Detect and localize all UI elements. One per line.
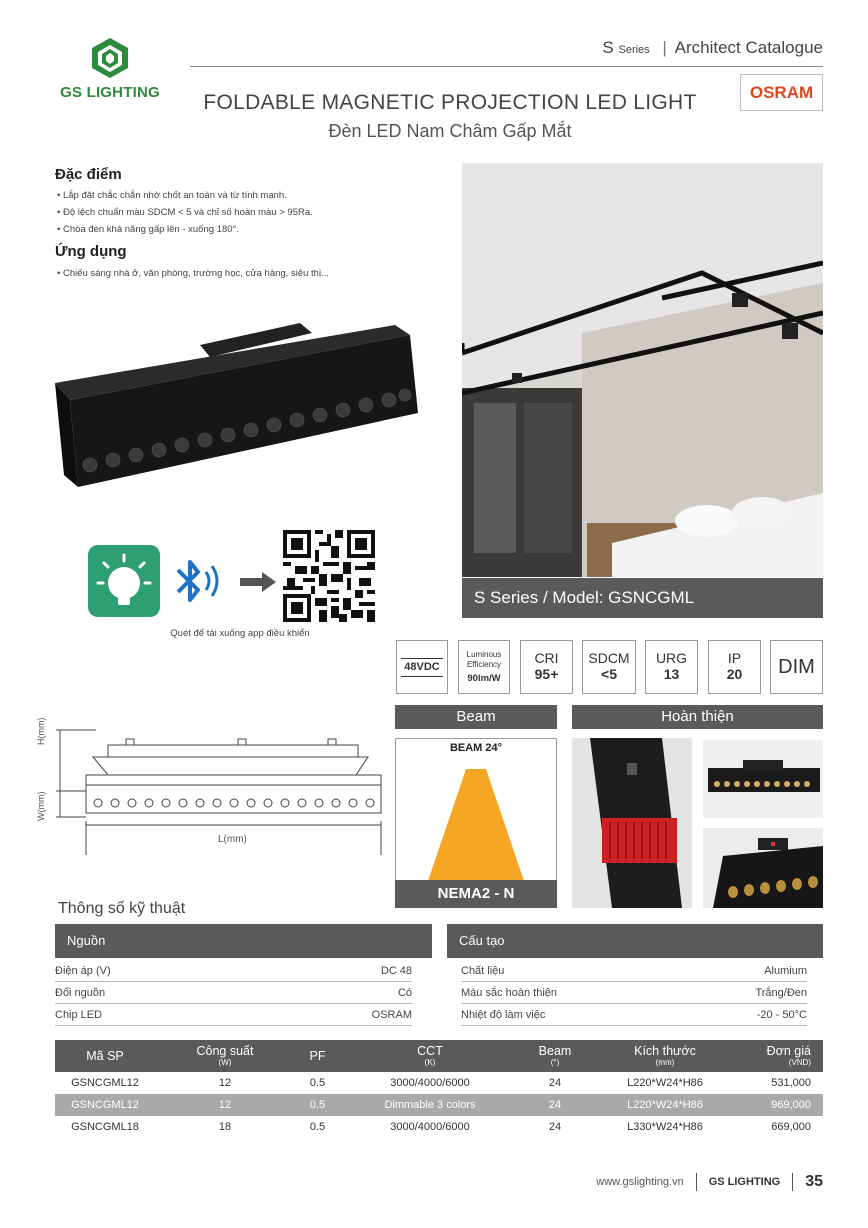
col-header: Beam (°) <box>520 1040 590 1072</box>
cri-label: CRI <box>534 650 559 666</box>
logo-text: GS LIGHTING <box>60 84 160 101</box>
catalogue-label: Architect Catalogue <box>674 38 823 57</box>
l-dim-label: L(mm) <box>218 834 247 845</box>
nema-label: NEMA2 - N <box>395 880 557 908</box>
voltage-value: 48VDC <box>401 658 443 677</box>
beam-heading: Beam <box>395 705 557 729</box>
table-row: GSNCGML12 12 0.5 3000/4000/6000 24 L220*W24*H86 531,000 <box>71 1077 811 1089</box>
footer-divider <box>792 1173 793 1191</box>
footer-divider <box>696 1173 697 1191</box>
spec-row: Chip LED OSRAM <box>55 1004 412 1026</box>
finish-photo-detail <box>572 738 692 908</box>
cube-logo-icon <box>88 36 132 80</box>
footer <box>596 1173 823 1191</box>
footer-url[interactable]: www.gslighting.vn <box>596 1176 684 1188</box>
finish-heading: Hoàn thiện <box>572 705 823 729</box>
col-header: CCT (K) <box>340 1040 520 1072</box>
dim-label: DIM <box>778 656 815 678</box>
finish-photo-angle <box>703 828 823 908</box>
spec-row: Điện áp (V) DC 48 <box>55 960 412 982</box>
efficiency-label-1: Luminous <box>466 650 502 659</box>
feature-item: • Chóa đèn khả năng gấp lên - xuống 180°. <box>57 224 239 235</box>
table-row: GSNCGML18 18 0.5 3000/4000/6000 24 L330*W24*H86 669,000 <box>71 1121 811 1133</box>
features-heading: Đặc điểm <box>55 166 122 183</box>
efficiency-label-2: Efficiency <box>466 660 502 669</box>
application-item: • Chiếu sáng nhà ở, văn phòng, trường học, cửa hàng, siêu thị... <box>57 268 329 279</box>
urg-value: 13 <box>663 666 680 682</box>
spec-row: Đổi nguồn Có <box>55 982 412 1004</box>
efficiency-badge <box>458 640 510 694</box>
model-bar: S Series / Model: GSNCGML <box>462 578 823 618</box>
col-header: Đơn giá (VND) <box>740 1040 823 1072</box>
room-photo <box>462 163 823 577</box>
tech-spec-title: Thông số kỹ thuật <box>58 900 186 917</box>
h-dim-label: H(mm) <box>36 717 46 745</box>
dim-badge <box>770 640 823 694</box>
ip-value: 20 <box>726 666 743 682</box>
scan-caption: Quét để tải xuống app điều khiển <box>170 628 310 639</box>
feature-item: • Độ lệch chuẩn màu SDCM < 5 và chỉ số hoàn màu > 95Ra. <box>57 207 313 218</box>
sdcm-label: SDCM <box>588 650 630 666</box>
osram-logo: OSRAM <box>740 74 823 111</box>
bluetooth-icon <box>168 552 228 612</box>
spec-row: Màu sắc hoàn thiện Trắng/Đen <box>461 982 807 1004</box>
page-title: FOLDABLE MAGNETIC PROJECTION LED LIGHT <box>203 91 697 114</box>
ip-badge <box>708 640 761 694</box>
qr-code[interactable] <box>283 530 375 622</box>
sdcm-value: <5 <box>601 666 617 682</box>
power-heading: Nguồn <box>55 924 432 958</box>
header-divider <box>190 66 823 67</box>
spec-row: Nhiệt độ làm việc -20 - 50°C <box>461 1004 807 1026</box>
series-prefix: S <box>602 38 614 57</box>
page-subtitle: Đèn LED Nam Châm Gấp Mắt <box>328 121 572 141</box>
col-header: Mã SP <box>55 1040 155 1072</box>
voltage-badge <box>396 640 448 694</box>
series-word: Series <box>618 44 650 56</box>
w-dim-label: W(mm) <box>36 791 46 821</box>
table-row: GSNCGML12 12 0.5 Dimmable 3 colors 24 L220*W24*H86 969,000 <box>55 1094 823 1116</box>
urg-badge <box>645 640 698 694</box>
dimension-drawing <box>38 725 383 865</box>
application-heading: Ứng dụng <box>55 243 127 260</box>
finish-photo-front <box>703 740 823 818</box>
cri-badge <box>520 640 573 694</box>
col-header: Kích thước (mm) <box>590 1040 740 1072</box>
product-table-header <box>55 1040 823 1072</box>
page-number: 35 <box>805 1173 823 1190</box>
product-table <box>55 1040 823 1138</box>
sdcm-badge <box>582 640 636 694</box>
structure-heading: Cấu tạo <box>447 924 823 958</box>
series-label: S Series | Architect Catalogue <box>602 38 823 57</box>
spec-row: Chất liệu Alumium <box>461 960 807 982</box>
feature-item: • Lắp đặt chắc chắn nhờ chốt an toàn và từ tính mạnh. <box>57 190 287 201</box>
beam-angle-label: BEAM 24° <box>449 742 503 754</box>
efficiency-value: 90lm/W <box>467 673 501 684</box>
arrow-right-icon <box>240 572 276 592</box>
brand-logo <box>55 36 165 101</box>
bulb-app-icon <box>88 545 160 617</box>
product-image <box>50 305 440 505</box>
ip-label: IP <box>727 650 742 666</box>
urg-label: URG <box>655 650 688 666</box>
footer-brand: GS LIGHTING <box>708 1176 781 1188</box>
col-header: PF <box>295 1040 340 1072</box>
col-header: Công suất (W) <box>155 1040 295 1072</box>
power-table <box>55 960 412 1026</box>
cri-value: 95+ <box>534 666 559 682</box>
structure-table <box>447 960 823 1026</box>
